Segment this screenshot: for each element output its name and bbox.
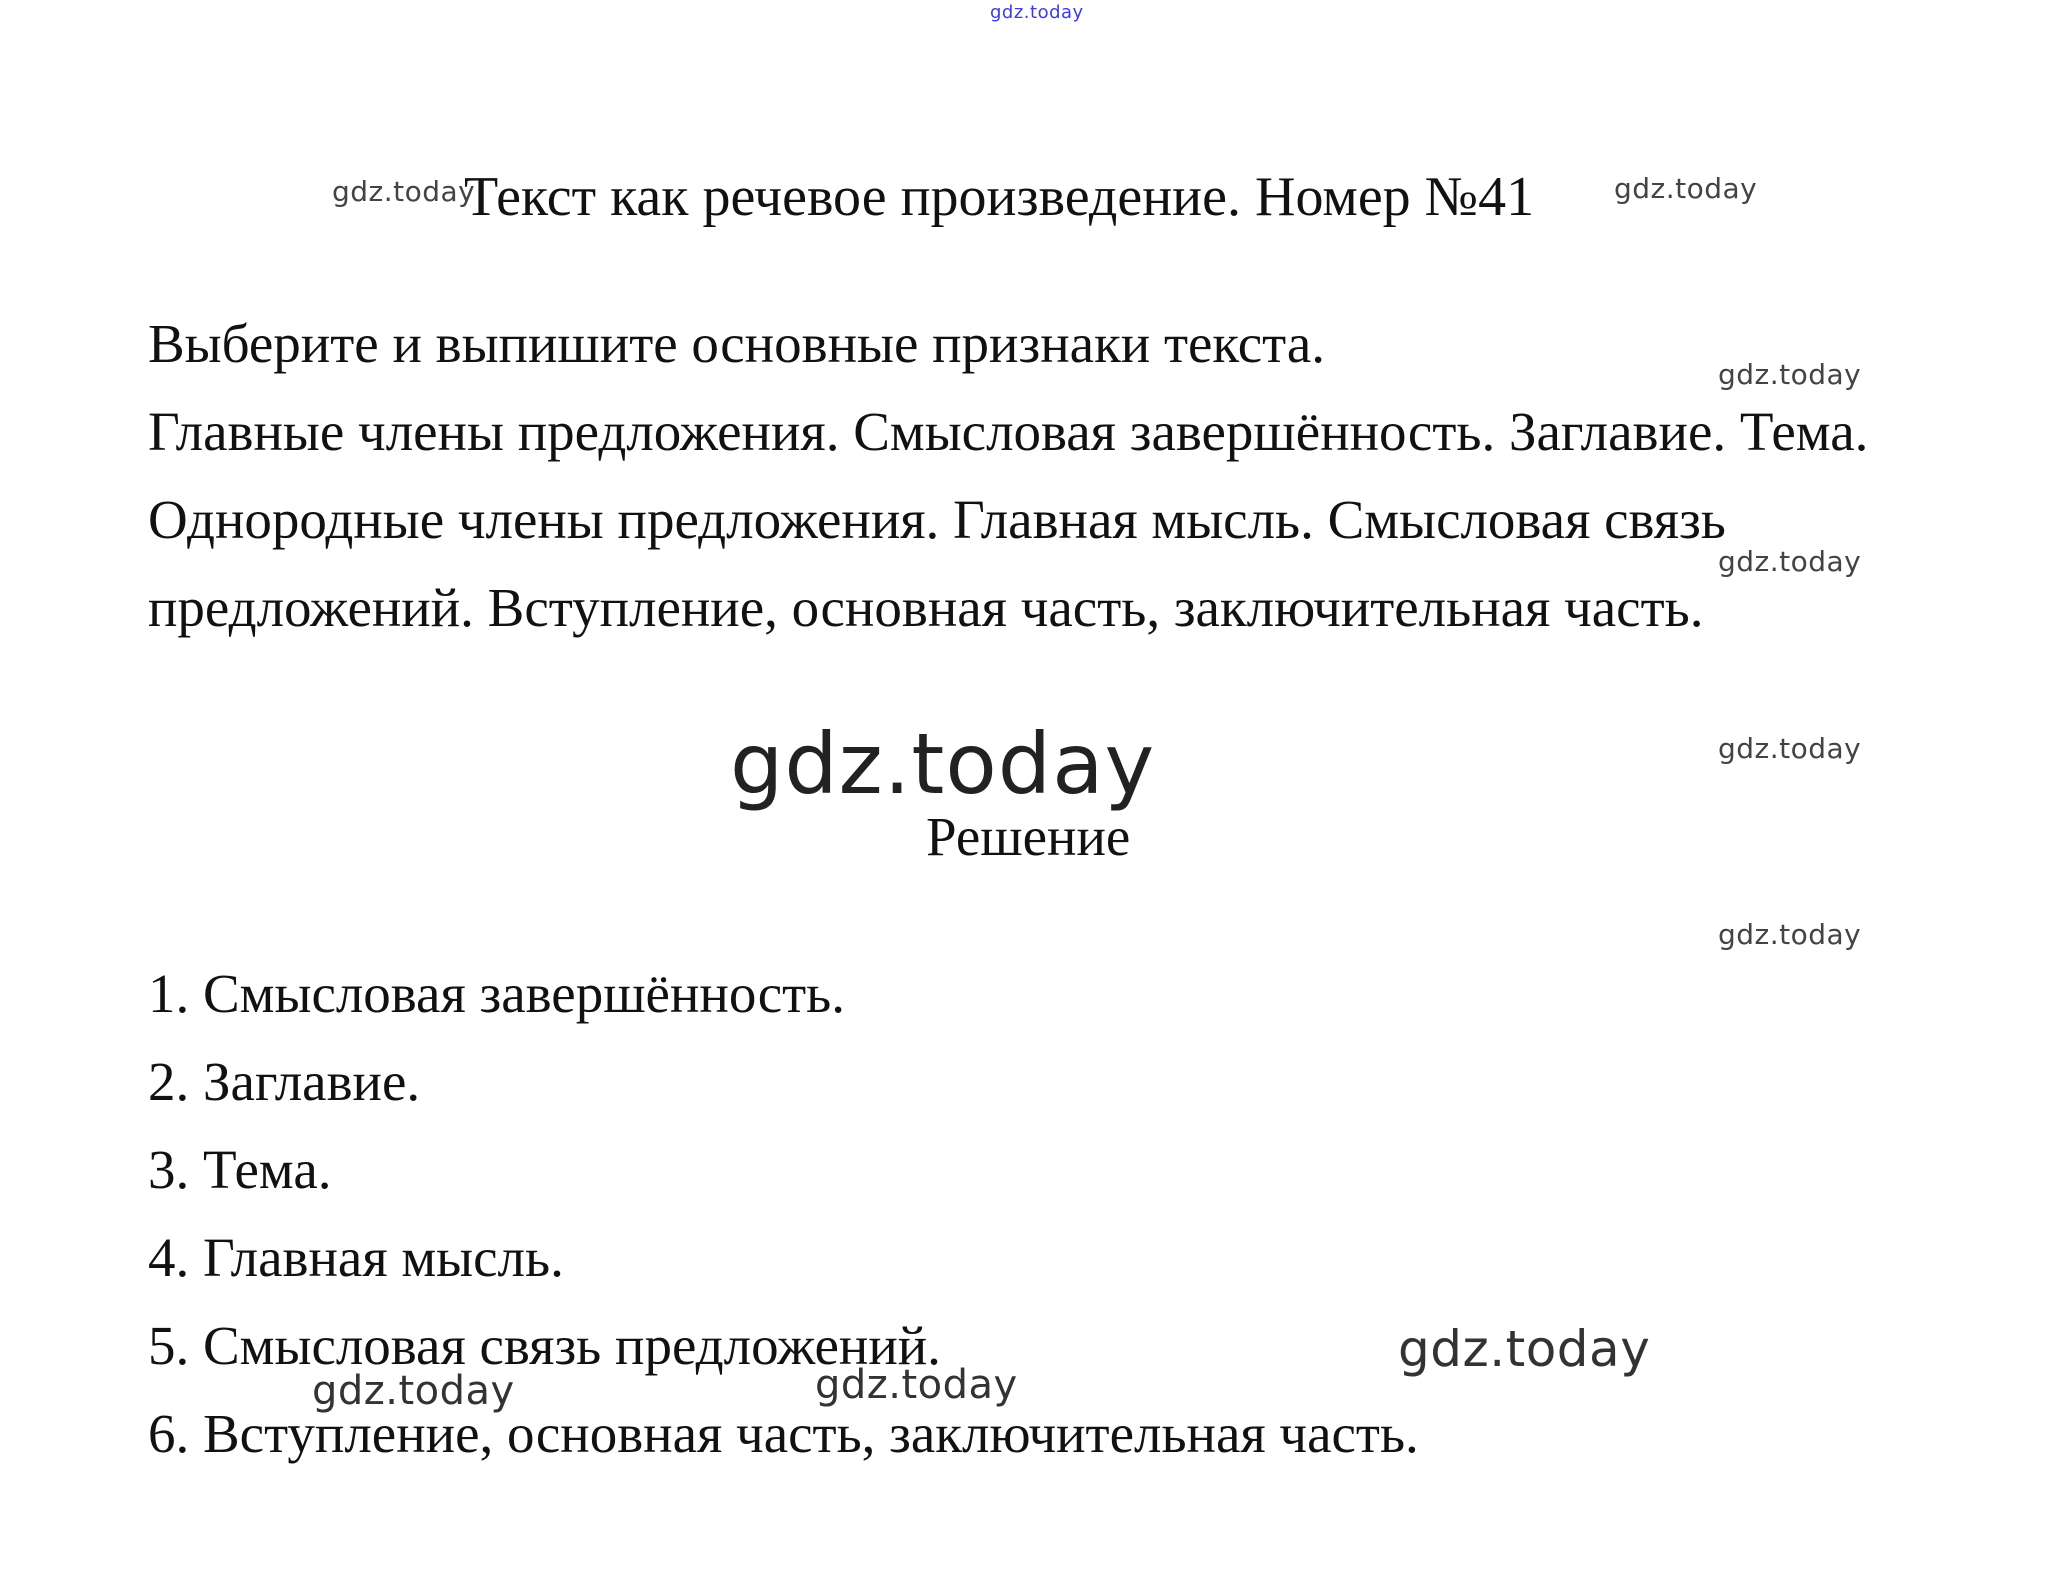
top-watermark: gdz.today <box>990 2 1084 23</box>
task-block <box>148 300 1938 652</box>
answer-item: 5. Смысловая связь предложений. <box>148 1315 941 1376</box>
center-watermark: gdz.today <box>730 715 1156 813</box>
answer-item: 6. Вступление, основная часть, заключительная часть. <box>148 1403 1419 1464</box>
answer-item: 3. Тема. <box>148 1139 332 1200</box>
task-prompt: Выберите и выпишите основные признаки текста. <box>148 313 1326 374</box>
solution-heading: Решение <box>926 806 1131 867</box>
title-left-watermark: gdz.today <box>332 175 476 208</box>
bottom-center-watermark: gdz.today <box>815 1362 1018 1408</box>
answer-item: 1. Смысловая завершённость. <box>148 963 845 1024</box>
task-body: Главные члены предложения. Смысловая завершённость. Заглавие. Тема. Однородные члены предложения. Главная мысль. Смысловая связь предложений. Вступление, основная часть, заключительная часть. <box>148 401 1869 638</box>
right-watermark-1: gdz.today <box>1718 358 1862 391</box>
title-right-watermark: gdz.today <box>1614 172 1758 205</box>
page-title: Текст как речевое произведение. Номер №41 <box>464 166 1535 228</box>
right-watermark-2: gdz.today <box>1718 545 1862 578</box>
right-watermark-4: gdz.today <box>1718 918 1862 951</box>
answer-item: 2. Заглавие. <box>148 1051 421 1112</box>
answer-item: 4. Главная мысль. <box>148 1227 564 1288</box>
right-watermark-3: gdz.today <box>1718 732 1862 765</box>
bottom-left-watermark: gdz.today <box>312 1368 515 1414</box>
bottom-right-watermark: gdz.today <box>1398 1320 1651 1378</box>
